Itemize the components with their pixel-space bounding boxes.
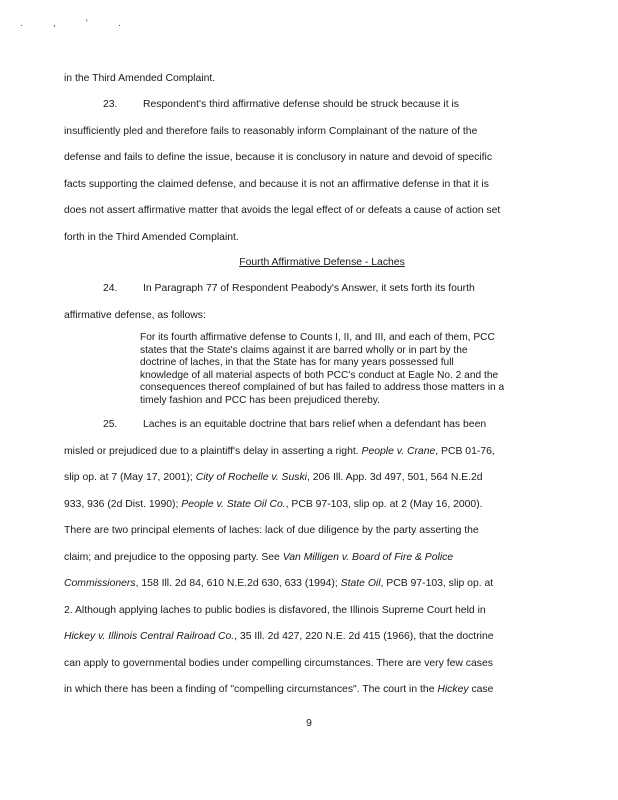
case-citation: People v. State Oil Co. <box>181 498 286 510</box>
paragraph-24: 24. In Paragraph 77 of Respondent Peabody's Answer, it sets forth its fourth affirmative defense, as follows: <box>64 276 580 329</box>
case-citation: Commissioners <box>64 578 136 589</box>
case-citation: Hickey v. Illinois Central Railroad Co. <box>64 631 235 642</box>
block-quote: For its fourth affirmative defense to Counts I, II, and III, and each of them, PCC states that the State's claims against it are barred wholly or in part by the doctrine of laches, in that the State has for many years possessed full knowledge of all material aspects of both PCC's conduct at Eagle No. 2 and the consequences thereof complained of but has failed to address those matters in a timely fashion and PCC has been prejudiced thereby. <box>140 332 505 406</box>
paragraph-25: 25. Laches is an equitable doctrine that bars relief when a defendant has been misled or prejudiced due to a plaintiff's delay in asserting a right. People v. Crane, PCB 01-76, slip op. at 7 (May 17, 2001); City of Rochelle v. Suski, 206 Ill. App. 3d 497, 501, 564 N.E.2d 933, 936 (2d Dist. 1990); People v. State Oil Co., PCB 97-103, slip op. at 2 (May 16, 2000). There are two principal elements of laches: lack of due diligence by the party asserting the claim; and prejudice to the opposing party. See Van Milligen v. Board of Fire & Police Commissioners, 158 Ill. 2d 84, 610 N.E.2d 630, 633 (1994); State Oil, PCB 97-103, slip op. at 2. Although applying laches to public bodies is disfavored, the Illinois Supreme Court held in Hickey v. Illinois Central Railroad Co., 35 Ill. 2d 427, 220 N.E. 2d 415 (1966), that the doctrine can apply to governmental bodies under compelling circumstances. There are very few cases in which there has been a finding of "compelling circumstances". The court in the Hickey case <box>64 412 580 704</box>
paragraph-continuation: in the Third Amended Complaint. <box>64 73 216 84</box>
case-citation: People v. Crane <box>361 445 436 457</box>
case-citation: State Oil <box>340 578 381 589</box>
page-number: 9 <box>306 718 312 729</box>
paragraph-23: 23. Respondent's third affirmative defense should be struck because it is insufficiently pled and therefore fails to reasonably inform Complainant of the nature of the defense and fails to define the issue, because it is conclusory in nature and devoid of specific facts supporting the claimed defense, and because it is not an affirmative defense in that it is does not assert affirmative matter that avoids the legal effect of or defeats a cause of action set forth in the Third Amended Complaint. <box>64 92 580 251</box>
paragraph-number: 24. <box>103 283 118 294</box>
paragraph-number: 25. <box>103 419 118 430</box>
paragraph-number: 23. <box>103 99 118 110</box>
case-citation: City of Rochelle v. Suski <box>195 472 307 483</box>
scan-marks: . , ' . <box>20 18 135 28</box>
section-heading: Fourth Affirmative Defense - Laches <box>239 257 405 268</box>
case-citation: Hickey <box>437 684 469 695</box>
case-citation: Van Milligen v. Board of Fire & Police <box>282 551 454 563</box>
